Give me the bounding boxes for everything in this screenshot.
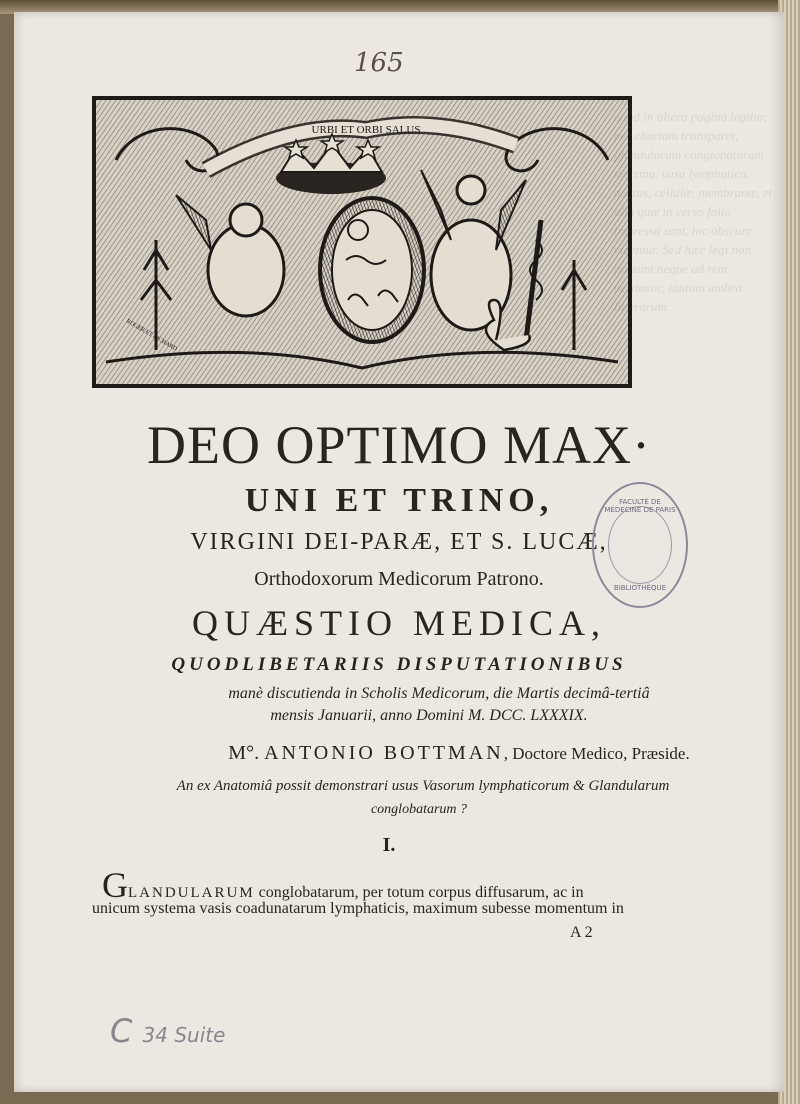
question-line-1: An ex Anatomiâ possit demonstrari usus Vasorum lymphaticorum & Glandularum	[176, 778, 670, 794]
body-small-caps: LANDULARUM	[128, 885, 255, 901]
body-line-1-text: conglobatarum, per totum corpus diffusarum, ac in	[254, 884, 584, 901]
praeses-title: , Doctore Medico, Præside.	[503, 744, 690, 763]
occasion-line-1: manè discutienda in Scholis Medicorum, die Martis decimâ-tertiâ	[228, 685, 650, 702]
stamp-top-text: FACULTÉ DE MÉDECINE DE PARIS	[604, 498, 676, 514]
praeses-prefix: M°.	[228, 742, 260, 764]
drop-cap: G	[102, 865, 128, 905]
question-line-2: conglobatarum ?	[370, 802, 468, 817]
dedication-line-1: DEO OPTIMO MAX·	[147, 415, 651, 475]
occasion-line-2: mensis Januarii, anno Domini M. DCC. LXXXIX.	[270, 707, 588, 724]
stamp-bottom-text: BIBLIOTHÈQUE	[613, 584, 667, 592]
praeses-name: ANTONIO BOTTMAN	[264, 742, 504, 764]
praeses-line	[74, 742, 800, 765]
dedication-line-4: Orthodoxorum Medicorum Patrono.	[254, 568, 544, 590]
thesis-subtitle: QUODLIBETARIIS DISPUTATIONIBUS	[171, 654, 627, 675]
thesis-title: QUÆSTIO MEDICA,	[192, 603, 606, 643]
vignette-motto: URBI ET ORBI SALUS	[311, 124, 421, 136]
dedication-line-2: UNI ET TRINO,	[244, 482, 554, 519]
handwritten-shelfmark	[110, 1012, 225, 1050]
show-through-text: quod in altera pagina legitur, per chartam transparet; glandularum conglobatarum systema, vasa lymphatica, ductus, cellulæ, membranæ, et alia quæ in verso folio impressa sunt, hic obscure videntur. Sed hæc legi non possunt neque ad rem pertinent; tantum umbra litterarum.	[614, 109, 773, 314]
vignette-image	[96, 100, 628, 384]
vignette-ribbon-text: ROGER ET RICHARD	[125, 318, 178, 353]
body-line-2: unicum systema vasis coadunatarum lymphaticis, maximum subesse momentum in	[92, 900, 624, 917]
signature-mark: A 2	[570, 924, 593, 941]
handwritten-rest: 34 Suite	[142, 1023, 226, 1047]
folio-number: 165	[354, 48, 404, 78]
library-stamp	[592, 482, 688, 608]
stamp-text	[594, 484, 686, 606]
document-page	[14, 12, 784, 1092]
handwritten-letter: C	[110, 1012, 133, 1050]
dedication-line-3: VIRGINI DEI-PARÆ, ET S. LUCÆ,	[190, 529, 608, 555]
engraved-vignette	[92, 96, 632, 388]
section-numeral: I.	[382, 834, 396, 856]
